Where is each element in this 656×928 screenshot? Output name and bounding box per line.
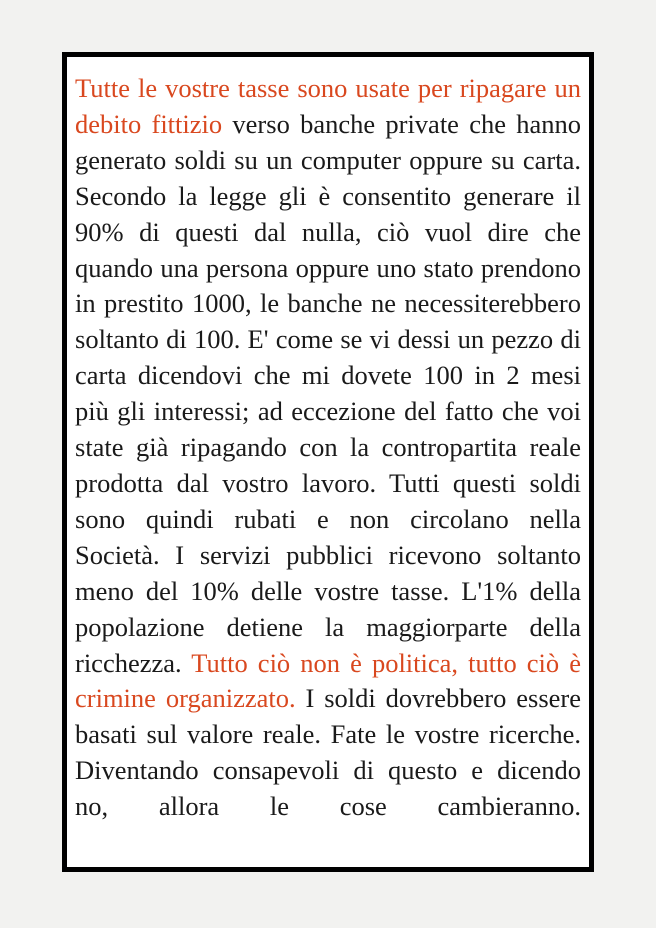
poster-text-highlight-closing: Tutto ciò non è politica, tutto ciò è crimine organizzato. (75, 647, 582, 714)
poster-text-body (75, 71, 581, 861)
poster-text-body-1: verso banche private che hanno generato soldi su un computer oppure su carta. Secondo la legge gli è consentito generare il 90% di questi dal nulla, ciò vuol dire che quando una persona oppure uno stato prendono in prestito 1000, le banche ne necessiterebbero soltanto di 100. E' come se vi dessi un pezzo di carta dicendovi che mi dovete 100 in 2 mesi più gli interessi; ad eccezione del fatto che voi state già ripagando con la contropartita reale prodotta dal vostro lavoro. Tutti questi soldi sono quindi rubati e non circolano nella Società. I servizi pubblici ricevono soltanto meno del 10% delle vostre tasse. L'1% della popolazione detiene la maggiorparte della ricchezza. (75, 108, 582, 678)
poster-paragraph (75, 71, 581, 861)
poster-text-body-2: I soldi dovrebbero essere basati sul valore reale. Fate le vostre ricerche. Diventando consapevoli di questo e dicendo no, allora le cose cambieranno. (75, 683, 581, 822)
poster-text-highlight-opening: Tutte le vostre tasse sono usate per ripagare un debito fittizio (75, 73, 581, 139)
poster-card (62, 52, 594, 872)
